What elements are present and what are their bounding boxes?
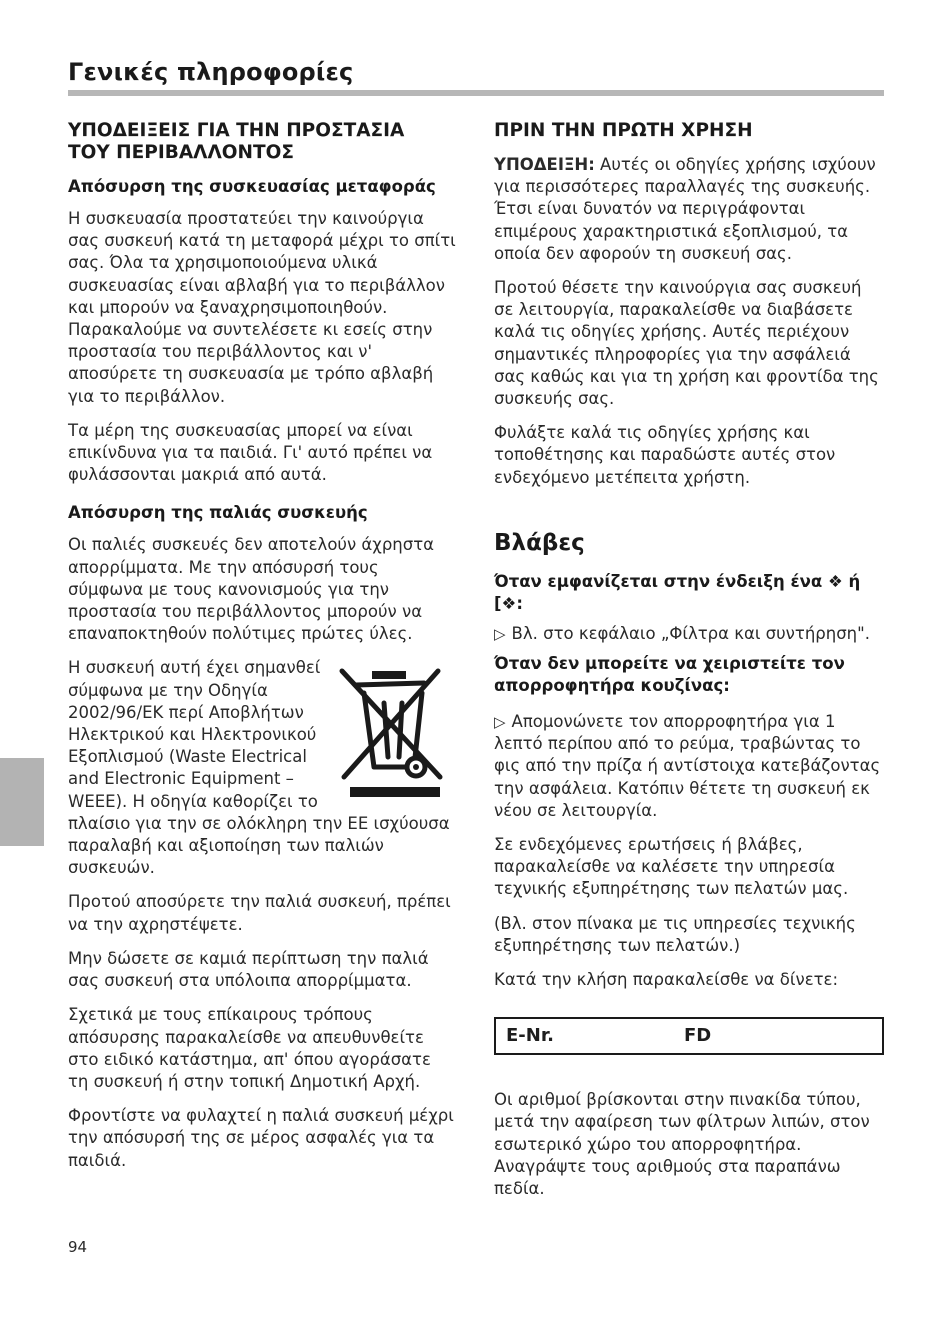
- keep-instructions-paragraph: Φυλάξτε καλά τις οδηγίες χρήσης και τοποθέτησης και παραδώστε αυτές στον ενδεχόμενο μετέπειτα χρήστη.: [494, 423, 836, 487]
- filter-symbol-alt-icon: [❖: [494, 593, 517, 613]
- display-symbol-or: ή: [848, 571, 861, 591]
- step-filters-reference: [494, 623, 886, 645]
- display-symbol-text: Όταν εμφανίζεται στην ένδειξη ένα: [494, 571, 823, 591]
- display-symbol-colon: :: [516, 593, 523, 613]
- cannot-operate-subheading: Όταν δεν μπορείτε να χειριστείτε τον απορροφητήρα κουζίνας:: [494, 654, 845, 696]
- page-title: Γενικές πληροφορίες: [68, 58, 354, 86]
- keep-safe-paragraph: Φροντίστε να φυλαχτεί η παλιά συσκευή μέχρι την απόσυρσή της σε μέρος ασφαλές για τα παιδιά.: [68, 1106, 454, 1170]
- service-paragraph: Σε ενδεχόμενες ερωτήσεις ή βλάβες, παρακαλείσθε να καλέσετε την υπηρεσία τεχνικής εξυπηρέτησης των πελατών μας.: [494, 835, 849, 899]
- left-column: [68, 120, 456, 1184]
- call-info-paragraph: Κατά την κλήση παρακαλείσθε να δίνετε:: [494, 970, 839, 990]
- triangle-bullet-icon: ▷: [494, 713, 506, 732]
- weee-crossed-bin-icon: [332, 659, 450, 799]
- environment-heading-line2: ΤΟΥ ΠΕΡΙΒΑΛΛΟΝΤΟΣ: [68, 142, 294, 163]
- weee-block: [68, 657, 456, 879]
- enr-fd-field-box: [494, 1017, 884, 1055]
- triangle-bullet-icon: ▷: [494, 624, 506, 643]
- no-household-waste-paragraph: Μην δώσετε σε καμιά περίπτωση την παλιά σας συσκευή στα υπόλοιπα απορρίμματα.: [68, 948, 429, 991]
- rating-plate-paragraph: Οι αριθμοί βρίσκονται στην πινακίδα τύπου, μετά την αφαίρεση των φίλτρων λιπών, στον εσωτερικό χώρο του απορροφητήρα. Αναγράψτε τους αριθμούς στα παραπάνω πεδία.: [494, 1090, 870, 1199]
- disable-appliance-paragraph: Προτού αποσύρετε την παλιά συσκευή, πρέπει να την αχρηστέψετε.: [68, 892, 451, 934]
- weee-paragraph: Η συσκευή αυτή έχει σημανθεί σύμφωνα με την Οδηγία 2002/96/ΕΚ περί Αποβλήτων Ηλεκτρικού και Ηλεκτρονικού Εξοπλισμού (Waste Electrical and Electronic Equipment – WEEE). Η οδηγία καθορίζει το πλαίσιο για την σε ολόκληρη την ΕΕ ισχύουσα παραλαβή και αξιοποίηση των παλιών συσκευών.: [68, 658, 450, 878]
- service-table-paragraph: (Βλ. στον πίνακα με τις υπηρεσίες τεχνικής εξυπηρέτησης των πελατών.): [494, 913, 856, 955]
- side-tab-marker: [0, 758, 44, 846]
- page-number: 94: [68, 1238, 88, 1256]
- disposal-methods-paragraph: Σχετικά με τους επίκαιρους τρόπους απόσυρσης παρακαλείσθε να απευθυνθείτε στο ειδικό κατάστημα, απ' όπου αγοράσατε τη συσκευή ή στην τοπική Δημοτική Αρχή.: [68, 1005, 431, 1091]
- step-reset-power: [494, 711, 886, 822]
- filter-symbol-icon: ❖: [828, 571, 843, 591]
- read-instructions-paragraph: Προτού θέσετε την καινούργια σας συσκευή σε λειτουργία, παρακαλείσθε να διαβάσετε καλά τις οδηγίες χρήσης. Αυτές περιέχουν σημαντικές πληροφορίες για την ασφάλειά σας καθώς και για τη χρήση και φροντίδα της συσκευής σας.: [494, 278, 879, 409]
- packaging-paragraph: Η συσκευασία προστατεύει την καινούργια σας συσκευή κατά τη μεταφορά μέχρι το σπίτι σας. Όλα τα χρησιμοποιούμενα υλικά συσκευασίας είναι αβλαβή για το περιβάλλον και μπορούν να ξαναχρησιμοποιηθούν. Παρακαλούμε να συντελέσετε κι εσείς στην προστασία του περιβάλλοντος και ν' αποσύρετε τη συσκευασία με τρόπο αβλαβή για το περιβάλλον.: [68, 209, 456, 406]
- environment-heading-line1: ΥΠΟΔΕΙΞΕΙΣ ΓΙΑ ΤΗΝ ΠΡΟΣΤΑΣΙΑ: [68, 120, 405, 141]
- note-text: Αυτές οι οδηγίες χρήσης ισχύουν για περισσότερες παραλλαγές της συσκευής. Έτσι είναι δυνατόν να περιγράφονται επιμέρους χαρακτηριστικά εξοπλισμού, τα οποία δεν αφορούν τη συσκευή σας.: [494, 155, 876, 263]
- step-filters-text: Βλ. στο κεφάλαιο „Φίλτρα και συντήρηση".: [511, 623, 870, 643]
- enr-label: E-Nr.: [506, 1025, 554, 1047]
- note-paragraph: [494, 154, 886, 265]
- right-column: [494, 120, 886, 1212]
- old-appliance-subheading: Απόσυρση της παλιάς συσκευής: [68, 503, 368, 523]
- packaging-danger-paragraph: Τα μέρη της συσκευασίας μπορεί να είναι επικίνδυνα για τα παιδιά. Γι' αυτό πρέπει να φυλάσσονται μακριά από αυτά.: [68, 420, 433, 485]
- environment-heading: [68, 120, 456, 164]
- old-appliance-paragraph: Οι παλιές συσκευές δεν αποτελούν άχρηστα απορρίμματα. Με την απόσυρσή τους σύμφωνα με τους κανονισμούς για την προστασία του περιβάλλοντος μπορούν να επαναποκτηθούν πολύτιμες πρώτες ύλες.: [68, 535, 435, 644]
- step-reset-text: Απομονώνετε τον απορροφητήρα για 1 λεπτό περίπου από το ρεύμα, τραβώντας το φις από την πρίζα ή αντίστοιχα κατεβάζοντας την ασφάλεια. Κατόπιν θέτετε τη συσκευή εκ νέου σε λειτουργία.: [494, 712, 881, 820]
- display-symbol-subheading: [494, 571, 886, 615]
- note-label: ΥΠΟΔΕΙΞΗ:: [494, 155, 595, 174]
- packaging-subheading: Απόσυρση της συσκευασίας μεταφοράς: [68, 177, 436, 196]
- title-rule: [68, 90, 884, 96]
- fd-label: FD: [684, 1025, 712, 1047]
- faults-heading: Βλάβες: [494, 529, 585, 556]
- first-use-heading: ΠΡΙΝ ΤΗΝ ΠΡΩΤΗ ΧΡΗΣΗ: [494, 120, 753, 141]
